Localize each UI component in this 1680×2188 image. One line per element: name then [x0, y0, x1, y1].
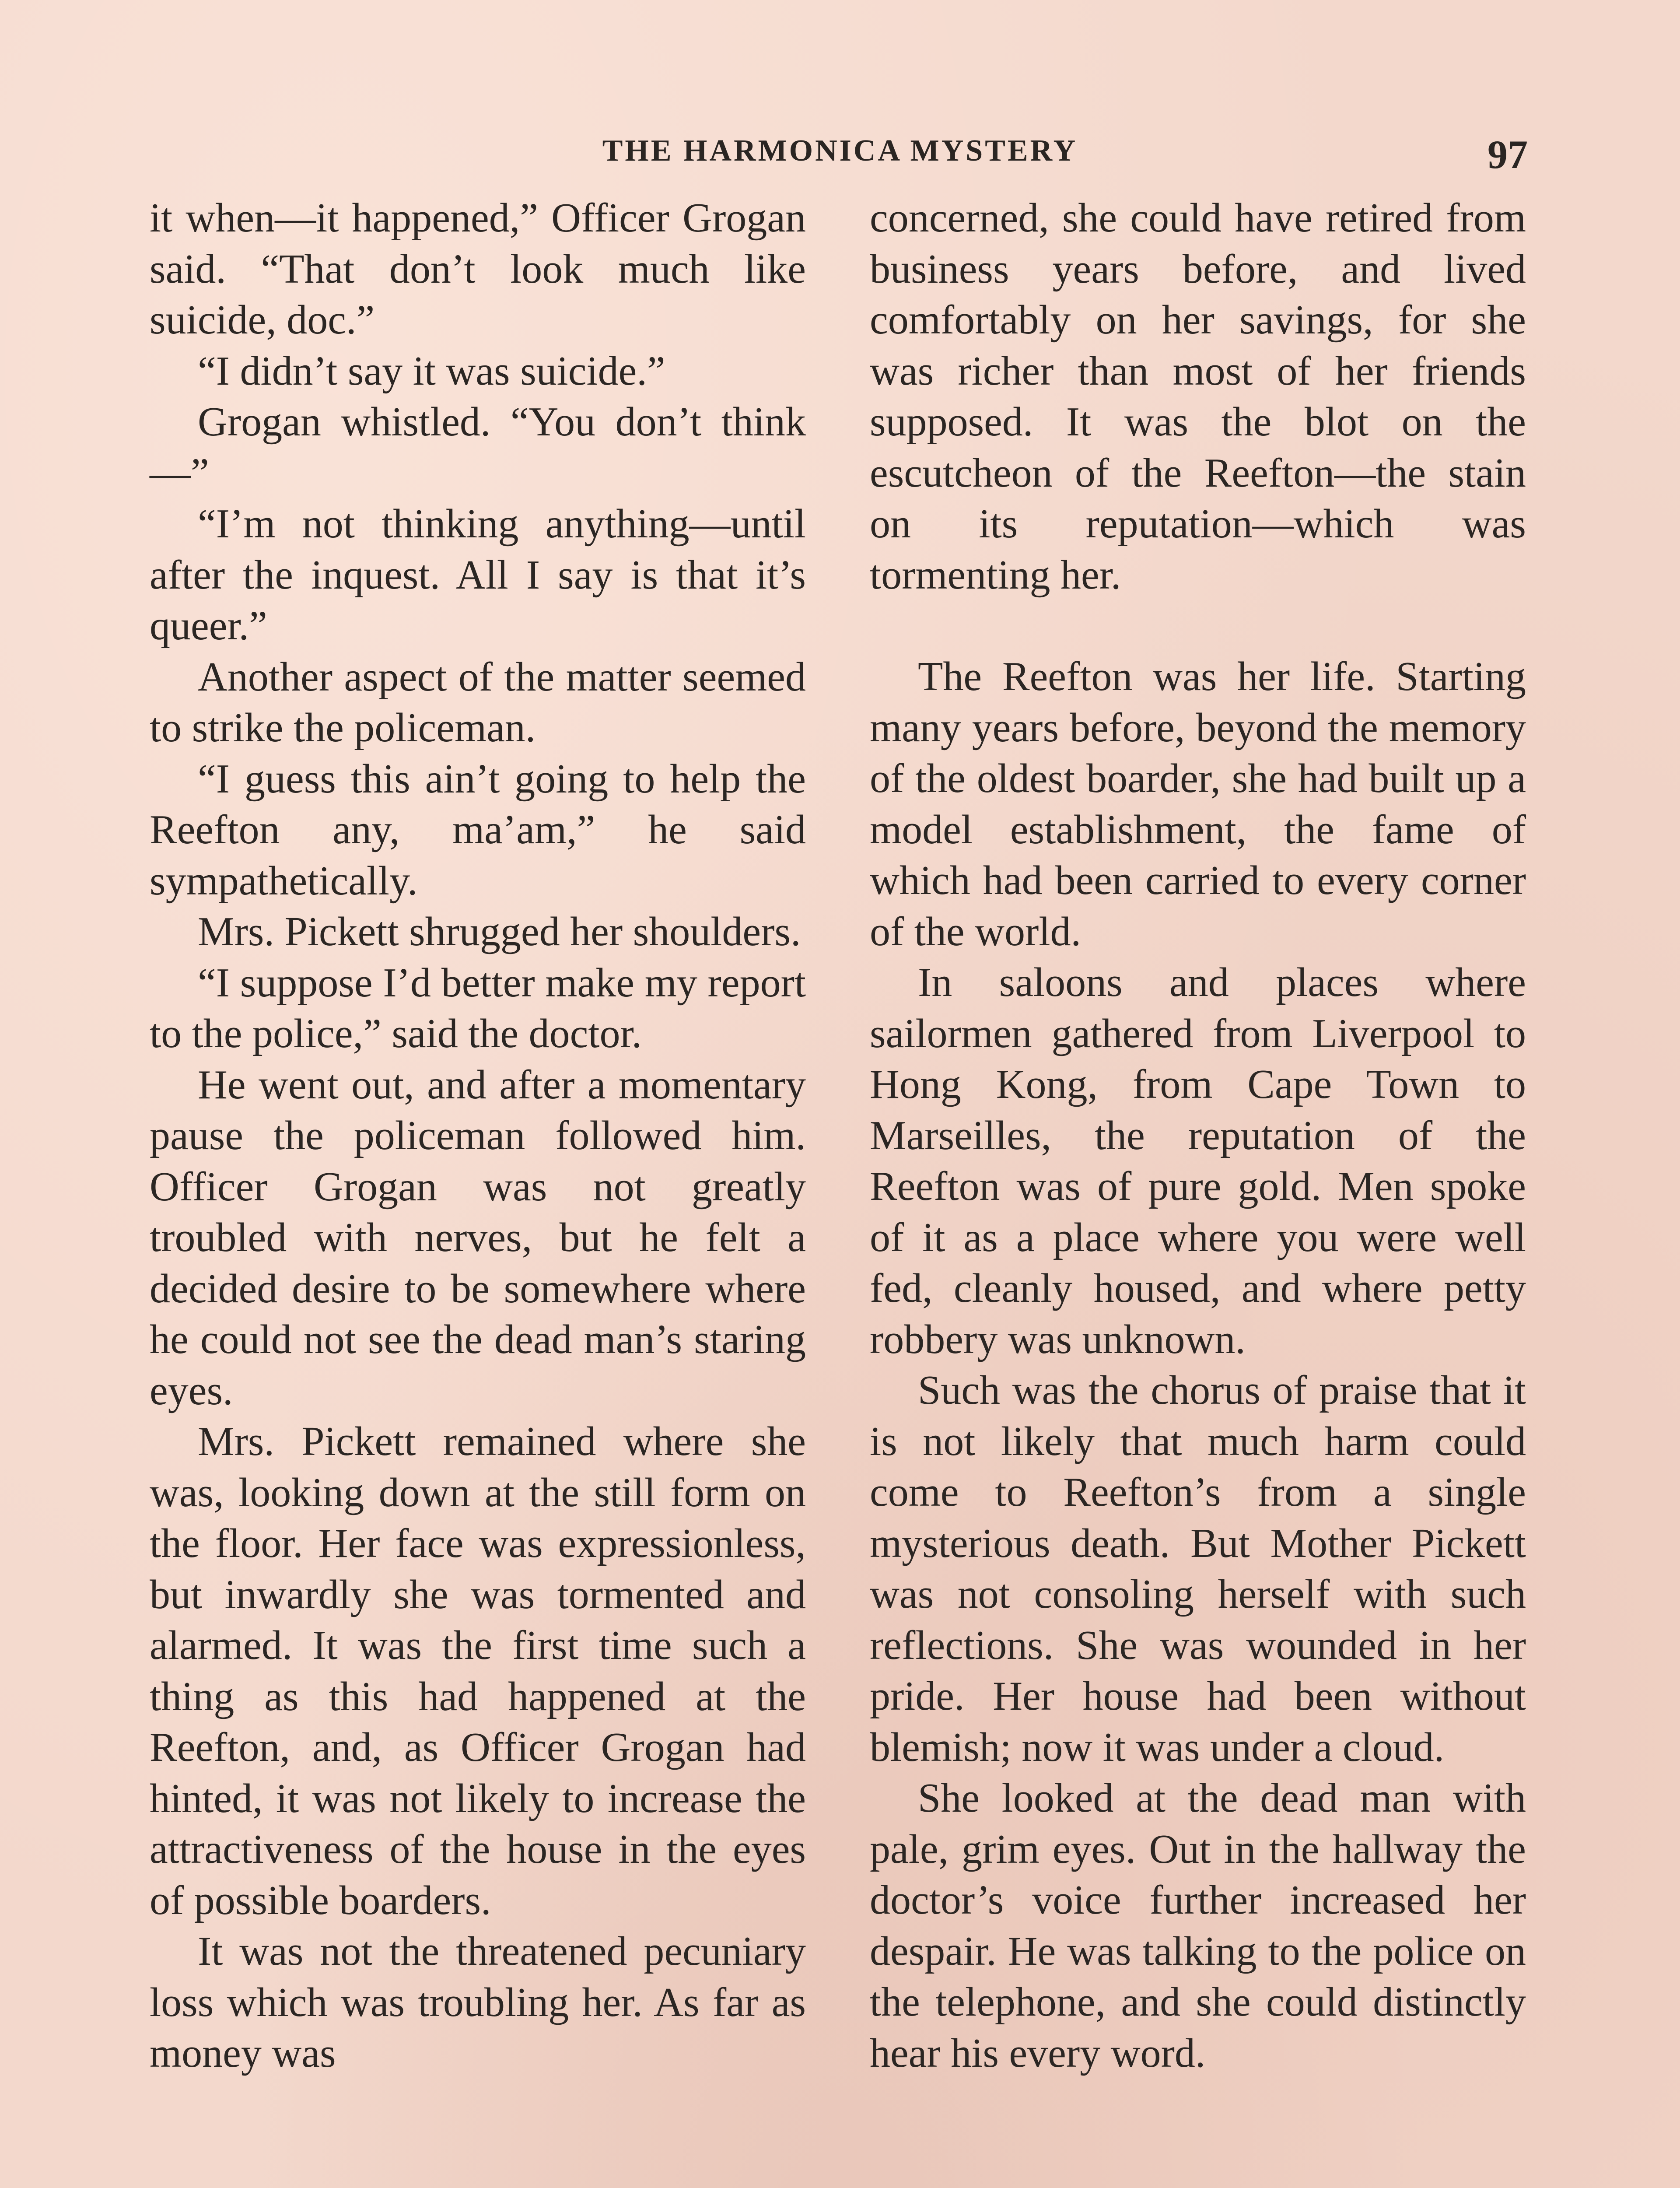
paragraph: Mrs. Pickett shrugged her shoulders.	[198, 909, 801, 954]
paragraph: “I guess this ain’t going to help the Reefton any, ma’am,” he said sympathetically.	[150, 756, 806, 904]
right-column	[870, 193, 1526, 2079]
page-number: 97	[1488, 132, 1528, 177]
paragraph: “I didn’t say it was suicide.”	[198, 348, 665, 394]
paragraph: In saloons and places where sailormen gathered from Liverpool to Hong Kong, from Cape Town to Marseilles, the reputation of the Reefton was of pure gold. Men spoke of it as a place where you were well fed, cleanly housed, and where petty robbery was unknown.	[870, 960, 1526, 1362]
paragraph: “I suppose I’d better make my report to the police,” said the doctor.	[150, 960, 806, 1056]
paragraph: The Reefton was her life. Starting many years before, beyond the memory of the oldest boarder, she had built up a model establishment, the fame of which had been carried to every corner of the world.	[870, 654, 1526, 954]
paragraph: It was not the threatened pecuniary loss which was troubling her. As far as money was	[150, 1929, 806, 2076]
left-column	[150, 193, 806, 2079]
paragraph: She looked at the dead man with pale, grim eyes. Out in the hallway the doctor’s voice further increased her despair. He was talking to the police on the telephone, and she could distinctly hear his every word.	[870, 1775, 1526, 2076]
paragraph: Grogan whistled. “You don’t think—”	[150, 399, 806, 496]
paragraph: He went out, and after a momentary pause the policeman followed him. Officer Grogan was not greatly troubled with nerves, but he felt a decided desire to be somewhere where he could not see the dead man’s staring eyes.	[150, 1062, 806, 1413]
paragraph: Mrs. Pickett remained where she was, looking down at the still form on the floor. Her face was expressionless, but inwardly she was tormented and alarmed. It was the first time such a thing as this had happened at the Reefton, and, as Officer Grogan had hinted, it was not likely to increase the attractiveness of the house in the eyes of possible boarders.	[150, 1419, 806, 1923]
paragraph: “I’m not thinking anything—until after the inquest. All I say is that it’s queer.”	[150, 501, 806, 649]
paragraph: concerned, she could have retired from business years before, and lived comfortably on her savings, for she was richer than most of her friends supposed. It was the blot on the escutcheon of the Reefton—the stain on its reputation—which was tormenting her.	[870, 195, 1526, 598]
running-title: THE HARMONICA MYSTERY	[602, 134, 1078, 168]
paragraph: it when—it happened,” Officer Grogan said. “That don’t look much like suicide, doc.”	[150, 195, 806, 343]
paragraph: Another aspect of the matter seemed to strike the policeman.	[150, 654, 806, 750]
paragraph: Such was the chorus of praise that it is not likely that much harm could come to Reefton’s from a single mysterious death. But Mother Pickett was not consoling herself with such reflections. She was wounded in her pride. Her house had been without blemish; now it was under a cloud.	[870, 1368, 1526, 1770]
